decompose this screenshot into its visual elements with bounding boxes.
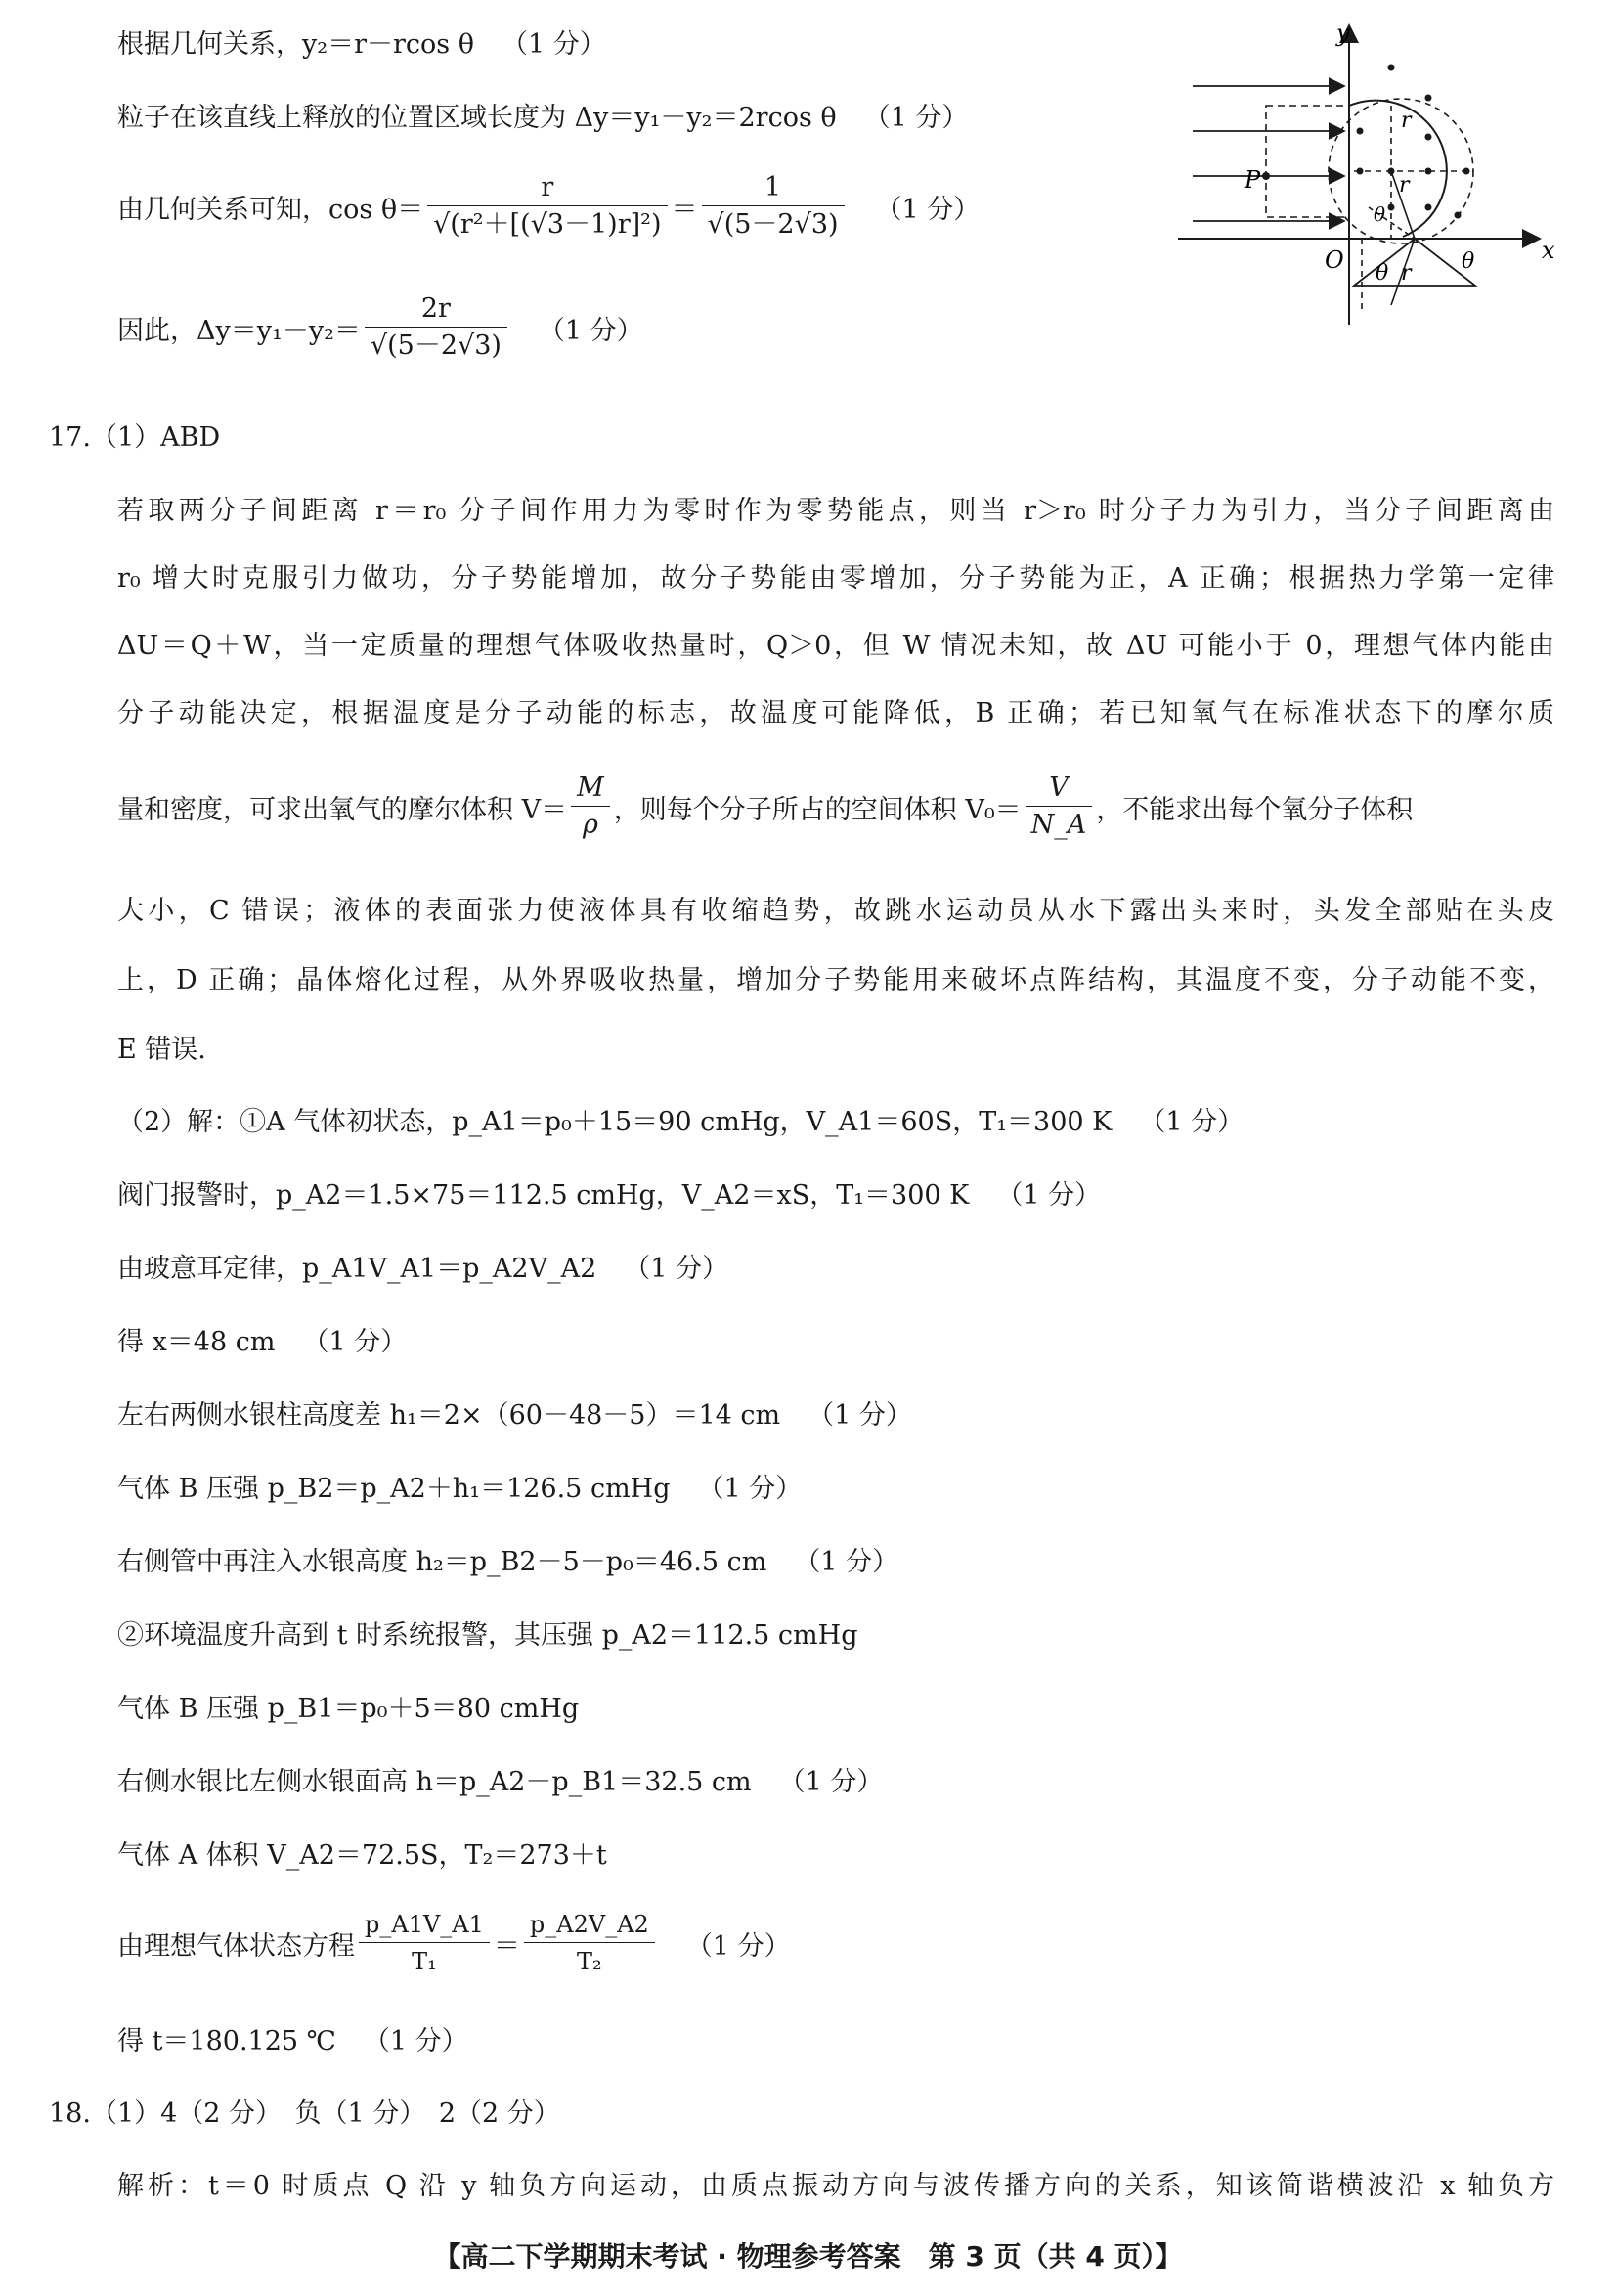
- text: 量和密度，可求出氧气的摩尔体积 V＝: [117, 795, 568, 825]
- step-3: [117, 1250, 728, 1289]
- geometry-figure: [1158, 12, 1569, 334]
- score-mark: （1 分）: [302, 1327, 408, 1357]
- score-mark: （1 分）: [808, 1400, 912, 1431]
- fraction: [1026, 773, 1093, 842]
- step-11: 气体 A 体积 V_A2＝72.5S，T₂＝273＋t: [117, 1840, 607, 1871]
- denominator: √(r²＋[(√3－1)r]²): [433, 209, 662, 240]
- denominator: N_A: [1030, 810, 1087, 840]
- label-theta-3: θ: [1462, 249, 1475, 274]
- text: 右侧水银比左侧水银面高 h＝p_A2－p_B1＝32.5 cm: [117, 1767, 752, 1797]
- label-theta-1: θ: [1374, 202, 1386, 226]
- score-mark: （1 分）: [996, 1180, 1102, 1211]
- label-y: y: [1336, 20, 1350, 47]
- q17-heading: 17.（1）ABD: [49, 422, 221, 453]
- para-line-6: 大小，C 错误；液体的表面张力使液体具有收缩趋势，故跳水运动员从水下露出头来时，头发全部贴在头皮: [117, 896, 1554, 926]
- text: 气体 B 压强 p_B2＝p_A2＋h₁＝126.5 cmHg: [117, 1474, 671, 1504]
- score-mark: （1 分）: [624, 1254, 729, 1284]
- denominator: T₂: [577, 1948, 602, 1975]
- line-3: [117, 172, 980, 242]
- text: 阀门报警时，p_A2＝1.5×75＝112.5 cmHg，V_A2＝xS，T₁＝300 K: [117, 1180, 970, 1211]
- line-2: [117, 99, 968, 138]
- para-line-3: ΔU＝Q＋W，当一定质量的理想气体吸收热量时，Q＞0，但 W 情况未知，故 ΔU 可能小于 0，理想气体内能由: [117, 631, 1554, 661]
- fraction: [524, 1909, 655, 1978]
- score-mark: （1 分）: [697, 1474, 803, 1504]
- trajectory-arc: [1349, 101, 1447, 237]
- text: ，不能求出每个氧分子体积: [1096, 795, 1414, 825]
- label-r-3: r: [1401, 261, 1412, 286]
- para-line-7: 上，D 正确；晶体熔化过程，从外界吸收热量，增加分子势能用来破坏点阵结构，其温度不变，分子动能不变，: [117, 965, 1554, 995]
- numerator: 1: [702, 172, 845, 206]
- fraction: [571, 773, 610, 842]
- text: 得 x＝48 cm: [117, 1327, 276, 1357]
- label-r-1: r: [1401, 109, 1412, 133]
- label-o: O: [1325, 246, 1344, 274]
- text: 由几何关系可知，cos θ＝: [117, 195, 424, 225]
- score-mark: （1 分）: [363, 2026, 468, 2056]
- numerator: 2r: [365, 293, 507, 328]
- q18-heading: 18.（1）4（2 分） 负（1 分） 2（2 分）: [49, 2098, 560, 2129]
- score-mark: （1 分）: [863, 103, 969, 133]
- para-line-4: 分子动能决定，根据温度是分子动能的标志，故温度可能降低，B 正确；若已知氧气在标准状态下的摩尔质: [117, 698, 1554, 729]
- fraction: [427, 172, 667, 242]
- score-mark: （1 分）: [685, 1931, 791, 1962]
- text: 根据几何关系，y₂＝r－rcos θ: [117, 29, 474, 60]
- denominator: √(5－2√3): [370, 331, 502, 361]
- text: 右侧管中再注入水银高度 h₂＝p_B2－5－p₀＝46.5 cm: [117, 1547, 767, 1577]
- q18-para-line-1: 解析：t＝0 时质点 Q 沿 y 轴负方向运动，由质点振动方向与波传播方向的关系，知该简谐横波沿 x 轴负方: [117, 2171, 1554, 2201]
- text: 因此，Δy＝y₁－y₂＝: [117, 316, 361, 346]
- step-13: [117, 2022, 468, 2061]
- numerator: V: [1026, 773, 1093, 807]
- denominator: ρ: [582, 810, 598, 840]
- score-mark: （1 分）: [538, 316, 643, 346]
- para-line-1: 若取两分子间距离 r＝r₀ 分子间作用力为零时作为零势能点，则当 r＞r₀ 时分子力为引力，当分子间距离由: [117, 496, 1554, 526]
- step-4: [117, 1323, 407, 1362]
- step-12: [117, 1909, 791, 1978]
- step-6: [117, 1470, 802, 1509]
- fraction: [365, 293, 507, 363]
- score-mark: （1 分）: [1139, 1107, 1245, 1137]
- dashed-rect: [1266, 106, 1349, 217]
- numerator: p_A2V_A2: [524, 1909, 655, 1943]
- step-7: [117, 1543, 898, 1582]
- text: （2）解：①A 气体初状态，p_A1＝p₀＋15＝90 cmHg，V_A1＝60S，T₁＝300 K: [117, 1107, 1113, 1137]
- text: 由理想气体状态方程: [117, 1931, 355, 1962]
- denominator: T₁: [412, 1948, 437, 1975]
- para-line-5: [117, 773, 1413, 842]
- numerator: M: [571, 773, 610, 807]
- fraction: [702, 172, 845, 242]
- score-mark: （1 分）: [778, 1767, 884, 1797]
- text: 得 t＝180.125 ℃: [117, 2026, 336, 2056]
- step-9: 气体 B 压强 p_B1＝p₀＋5＝80 cmHg: [117, 1694, 580, 1724]
- text: 粒子在该直线上释放的位置区域长度为 Δy＝y₁－y₂＝2rcos θ: [117, 103, 837, 133]
- triangle: [1354, 239, 1475, 286]
- step-8: ②环境温度升高到 t 时系统报警，其压强 p_A2＝112.5 cmHg: [117, 1620, 858, 1651]
- equals: ＝: [671, 195, 698, 225]
- label-p: P: [1245, 166, 1261, 194]
- numerator: r: [427, 172, 667, 206]
- label-x: x: [1542, 237, 1555, 264]
- numerator: p_A1V_A1: [359, 1909, 490, 1943]
- text: 由玻意耳定律，p_A1V_A1＝p_A2V_A2: [117, 1254, 597, 1284]
- score-mark: （1 分）: [501, 29, 606, 60]
- point-p: [1262, 172, 1270, 180]
- score-mark: （1 分）: [794, 1547, 899, 1577]
- equals: ＝: [493, 1931, 520, 1962]
- label-r-2: r: [1399, 173, 1410, 198]
- step-10: [117, 1763, 883, 1802]
- score-mark: （1 分）: [875, 195, 981, 225]
- line-4: [117, 293, 643, 363]
- denominator: √(5－2√3): [707, 209, 839, 240]
- para-line-8: E 错误.: [117, 1035, 206, 1065]
- para-line-2: r₀ 增大时克服引力做功，分子势能增加，故分子势能由零增加，分子势能为正，A 正确；根据热力学第一定律: [117, 563, 1554, 594]
- page-footer: 【高二下学期期末考试 · 物理参考答案 第 3 页（共 4 页）】: [433, 2240, 1183, 2273]
- magnetic-field-dots: [1357, 65, 1470, 219]
- text: 左右两侧水银柱高度差 h₁＝2×（60－48－5）＝14 cm: [117, 1400, 781, 1431]
- fraction: [359, 1909, 490, 1978]
- step-5: [117, 1396, 912, 1435]
- text: ，则每个分子所占的空间体积 V₀＝: [613, 795, 1022, 825]
- step-1: [117, 1103, 1244, 1142]
- line-1: [117, 25, 606, 65]
- label-theta-2: θ: [1376, 261, 1389, 286]
- step-2: [117, 1176, 1101, 1215]
